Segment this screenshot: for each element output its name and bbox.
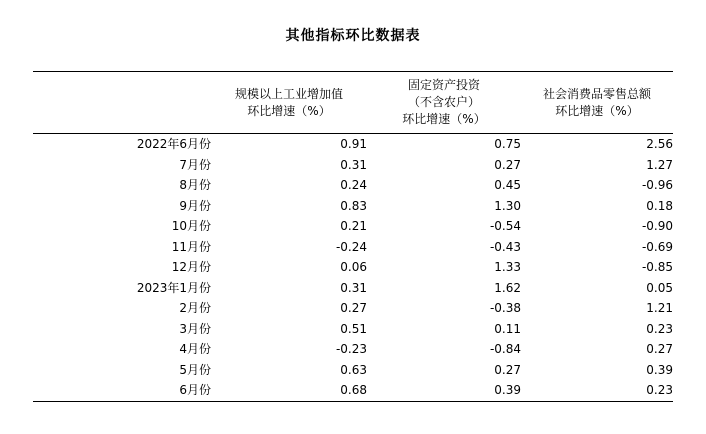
row-period: 2月份 [179,301,211,315]
row-retail-value: -0.69 [641,239,673,254]
document-page [0,25,706,434]
row-investment-value: 0.75 [494,137,521,151]
row-period: 8月份 [179,178,211,192]
row-period: 9月份 [179,198,211,213]
row-industry-value: 0.27 [340,301,367,315]
table-row [33,319,673,340]
row-industry-value: 0.24 [340,178,367,192]
row-investment-value: 0.27 [494,157,521,172]
row-industry-value: 0.83 [340,198,367,213]
row-industry-value: -0.24 [335,239,367,254]
row-period: 3月份 [179,321,211,336]
row-industry-value: 0.06 [340,260,367,274]
row-industry-value: 0.91 [340,137,367,151]
table-row [33,196,673,217]
row-period: 7月份 [179,157,211,172]
row-retail-value: 0.18 [646,198,673,213]
row-industry-value: -0.23 [335,342,367,356]
column-header-retail-line2: 环比增速（%） [555,103,639,118]
column-header-investment-line2: （不含农户） [407,95,480,109]
row-retail-value: 0.23 [521,380,673,401]
column-header-retail-line1: 社会消费品零售总额 [542,86,651,101]
table-row [33,360,673,381]
table-row [33,216,673,237]
column-header-investment-line3: 环比增速（%） [402,112,486,126]
other-indicators-mom-table [33,71,673,402]
row-period: 4月份 [179,342,211,356]
row-industry-value: 0.63 [340,362,367,377]
table-row [33,175,673,196]
row-investment-value: 1.30 [494,198,521,213]
table-row [33,380,673,401]
table-container [33,45,673,402]
column-header-period [33,72,211,134]
row-investment-value: 0.27 [494,362,521,377]
column-header-industry [211,72,367,134]
row-period: 5月份 [179,362,211,377]
row-retail-value: 0.05 [646,280,673,295]
row-investment-value: -0.38 [489,301,521,315]
column-header-investment-line1: 固定资产投资 [407,78,480,92]
page-title: 其他指标环比数据表 [285,28,421,44]
row-period: 10月份 [171,219,211,233]
column-header-investment [367,72,521,134]
row-retail-value: -0.85 [641,260,673,274]
row-industry-value: 0.31 [340,157,367,172]
table-body [33,134,673,402]
row-retail-value: 2.56 [646,137,673,151]
row-retail-value: 0.23 [646,321,673,336]
table-row [33,339,673,360]
table-row [33,155,673,176]
row-retail-value: 1.27 [646,157,673,172]
table-row [33,134,673,155]
row-industry-value: 0.21 [340,219,367,233]
row-industry-value: 0.51 [340,321,367,336]
row-retail-value: 0.27 [646,342,673,356]
row-investment-value: -0.54 [489,219,521,233]
column-header-retail [521,72,673,134]
row-retail-value: 1.21 [646,301,673,315]
row-period: 2023年1月份 [136,280,211,295]
row-industry-value: 0.31 [340,280,367,295]
row-retail-value: 0.39 [646,362,673,377]
row-investment-value: -0.84 [489,342,521,356]
table-row [33,257,673,278]
row-investment-value: 1.33 [494,260,521,274]
row-period: 11月份 [171,239,211,254]
table-row [33,298,673,319]
row-investment-value: 0.45 [494,178,521,192]
row-period: 12月份 [171,260,211,274]
row-period: 6月份 [33,380,211,401]
row-retail-value: -0.90 [641,219,673,233]
row-investment-value: 0.39 [367,380,521,401]
column-header-industry-line1: 规模以上工业增加值 [234,86,343,101]
column-header-industry-line2: 环比增速（%） [247,103,331,118]
table-header-row [33,72,673,134]
row-retail-value: -0.96 [641,178,673,192]
table-row [33,278,673,299]
row-period: 2022年6月份 [136,137,211,151]
row-investment-value: 1.62 [494,280,521,295]
table-row [33,237,673,258]
row-investment-value: -0.43 [489,239,521,254]
row-industry-value: 0.68 [211,380,367,401]
row-investment-value: 0.11 [494,321,521,336]
